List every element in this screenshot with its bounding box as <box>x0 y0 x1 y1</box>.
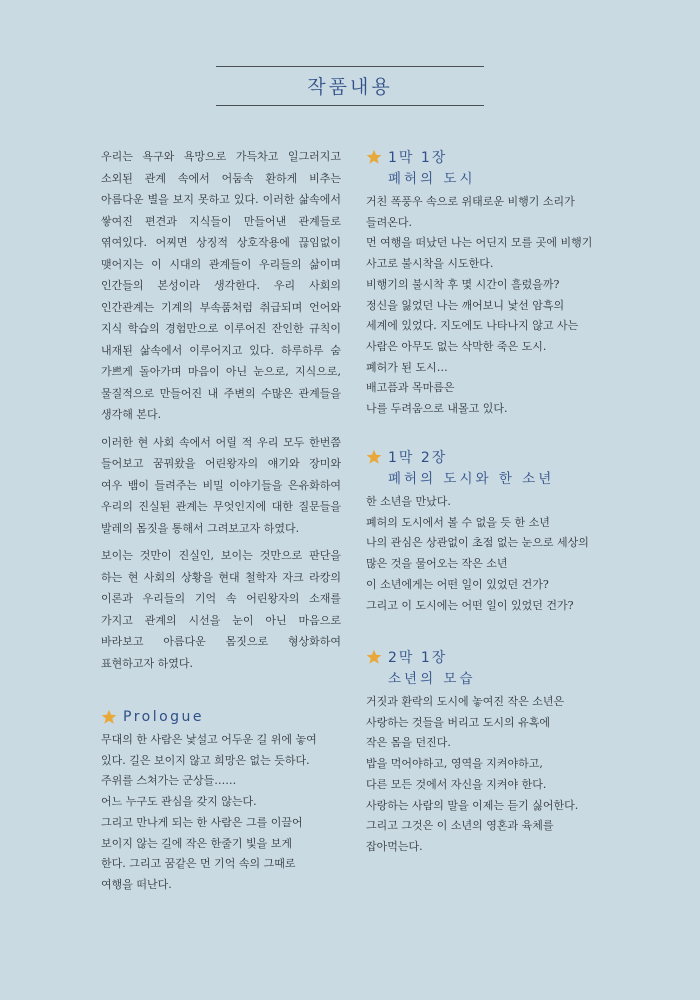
text-line: 비행기의 불시착 후 몇 시간이 흘렀을까? <box>366 277 560 291</box>
scene-text <box>366 492 626 616</box>
text-line: 그리고 만나게 되는 한 사람은 그를 이끌어 <box>101 815 303 829</box>
scene-section <box>366 146 626 420</box>
title-rule-bottom <box>216 105 484 106</box>
prologue-text <box>101 730 341 896</box>
text-line: 이 소년에게는 어떤 일이 있었던 건가? <box>366 577 549 591</box>
intro-paragraph: 보이는 것만이 진실인, 보이는 것만으로 판단을 하는 현 사회의 상황을 현대 철학자 자크 라캉의 이론과 우리들의 기억 속 어린왕자의 소재를 가지고 관계의 시선을 눈이 아닌 마음으로 바라보고 아름다운 몸짓으로 형상화하여 표현하고자 하였다. <box>101 549 341 670</box>
scene-title: 1막 2장 <box>388 450 448 466</box>
text-line: 거친 폭풍우 속으로 위태로운 비행기 소리가 <box>366 195 575 208</box>
scene-subtitle: 소년의 모습 <box>388 671 476 687</box>
text-line: 많은 것을 물어오는 작은 소년 <box>366 557 508 571</box>
scene-heading <box>366 146 626 168</box>
scene-text <box>366 692 626 858</box>
text-line: 한 소년을 만났다. <box>366 495 451 508</box>
text-line: 사랑하는 것들을 버리고 도시의 유혹에 <box>366 715 551 729</box>
text-line: 사랑하는 사람의 말을 이제는 듣기 싫어한다. <box>366 798 579 812</box>
star-icon <box>366 649 382 665</box>
text-line: 있다. 길은 보이지 않고 희망은 없는 듯하다. <box>101 753 310 767</box>
text-line: 다른 모든 것에서 자신을 지켜야 한다. <box>366 777 547 791</box>
scene-title: 2막 1장 <box>388 650 448 666</box>
text-line: 폐허의 도시에서 볼 수 없을 듯 한 소년 <box>366 515 550 529</box>
text-line: 밥을 먹어야하고, 영역을 지켜야하고, <box>366 757 543 771</box>
text-line: 여행을 떠난다. <box>101 877 172 891</box>
text-line: 어느 누구도 관심을 갖지 않는다. <box>101 795 257 809</box>
text-line: 그리고 이 도시에는 어떤 일이 있었던 건가? <box>366 598 574 612</box>
star-icon <box>366 149 382 165</box>
text-line: 들려온다. <box>366 215 413 229</box>
scene-subtitle: 폐허의 도시와 한 소년 <box>388 471 555 487</box>
prologue-heading <box>101 706 341 728</box>
intro-text <box>101 146 341 680</box>
text-line: 나의 관심은 상관없이 초점 없는 눈으로 세상의 <box>366 536 589 550</box>
text-line: 사고로 불시착을 시도한다. <box>366 257 494 271</box>
page-title: 작품내용 <box>307 76 393 98</box>
text-line: 배고픔과 목마름은 <box>366 381 455 395</box>
text-line: 그리고 그것은 이 소년의 영혼과 육체를 <box>366 819 554 833</box>
text-line: 거짓과 환락의 도시에 놓여진 작은 소년은 <box>366 695 565 708</box>
scene-title: 1막 1장 <box>388 150 448 166</box>
text-line: 잡아먹는다. <box>366 839 423 853</box>
prologue-section <box>101 706 341 896</box>
intro-paragraph: 이러한 현 사회 속에서 어릴 적 우리 모두 한번쯤 들어보고 꿈꿔왔을 어린왕자의 얘기와 장미와 여우 뱀이 들려주는 비밀 이야기들을 은유화하여 우리의 진실된 관계는 무엇인지에 대한 질문들을 발레의 몸짓을 통해서 그려보고자 하였다. <box>101 435 341 535</box>
title-rule-top <box>216 66 484 67</box>
text-line: 폐허가 된 도시… <box>366 360 448 374</box>
text-line: 보이지 않는 길에 작은 한줄기 빛을 보게 <box>101 836 292 850</box>
scene-subtitle: 폐허의 도시 <box>388 171 476 187</box>
prologue-title: Prologue <box>123 709 205 725</box>
text-line: 주위를 스쳐가는 군상들…… <box>101 774 237 788</box>
text-line: 무대의 한 사람은 낯설고 어두운 길 위에 놓여 <box>101 733 317 746</box>
scene-section <box>366 646 626 858</box>
star-icon <box>366 449 382 465</box>
intro-paragraph: 우리는 욕구와 욕망으로 가득차고 일그러지고 소외된 관계 속에서 어둠속 환하게 비추는 아름다운 별을 보지 못하고 있다. 이러한 삶속에서 쌓여진 편견과 지식들이 만들어낸 관계들로 엮여있다. 어찌면 상징적 상호작용에 끊임없이 맺어지는 이 시대의 관계들이 우리들의 삶이며 인간들의 본성이라 생각한다. 우리 사회의 인간관계는 기계의 부속품처럼 취급되며 언어와 지식 학습의 경험만으로 이루어진 잔인한 규칙이 내재된 삶속에서 이루어지고 있다. 하루하루 숨 가쁘게 돌아가며 마음이 아닌 눈으로, 지식으로, 물질적으로 만들어진 내 주변의 수많은 관계들을 생각해 본다. <box>101 150 341 421</box>
text-line: 사람은 아무도 없는 삭막한 죽은 도시. <box>366 339 547 353</box>
text-line: 한다. 그리고 꿈같은 먼 기억 속의 그때로 <box>101 857 296 871</box>
scene-heading <box>366 446 626 468</box>
scene-section <box>366 446 626 616</box>
star-icon <box>101 709 117 725</box>
text-line: 작은 몸을 던진다. <box>366 736 451 750</box>
text-line: 먼 여행을 떠났던 나는 어딘지 모를 곳에 비행기 <box>366 236 593 250</box>
text-line: 나를 두려움으로 내몰고 있다. <box>366 402 508 416</box>
scene-text <box>366 192 626 420</box>
text-line: 세계에 있었다. 지도에도 나타나지 않고 사는 <box>366 319 579 333</box>
scene-heading <box>366 646 626 668</box>
text-line: 정신을 잃었던 나는 깨어보니 낯선 암흑의 <box>366 298 565 312</box>
